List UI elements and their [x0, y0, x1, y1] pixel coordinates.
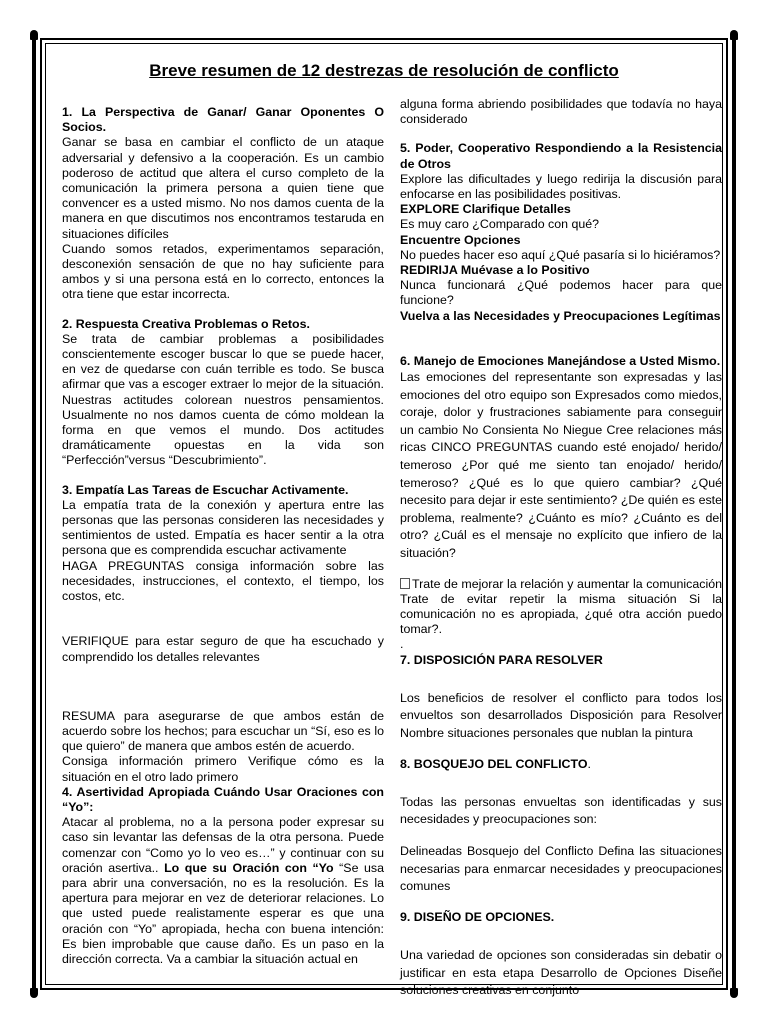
continued-text: alguna forma abriendo posibilidades que todavía no haya considerado [400, 97, 722, 127]
frame-post-left [30, 30, 38, 998]
right-column [400, 97, 722, 1000]
section-8-heading-dot: . [587, 756, 591, 771]
section-7-paragraph-1: Los beneficios de resolver el conflicto para todos los envueltos son desarrollados Disposición para Resolver Nombre situaciones personales que nublan la pintura [400, 690, 722, 740]
section-5-heading: 5. Poder, Cooperativo Respondiendo a la Resistencia de Otros [400, 141, 722, 171]
page-title: Breve resumen de 12 destrezas de resolución de conflicto [149, 61, 619, 80]
section-2-heading: 2. Respuesta Creativa Problemas o Retos. [62, 316, 310, 331]
section-5-paragraph-1: Explore las dificultades y luego redirija la discusión para enfocarse en las posibilidades positivas. [400, 171, 722, 202]
section-5-explore: EXPLORE Clarifique Detalles [400, 202, 571, 217]
section-1-paragraph-2: Cuando somos retados, experimentamos separación, desconexión sensación de que no hay suficiente para ambos y si una persona está en lo correcto, entonces la otra tiene que estar incorrecta. [62, 241, 384, 302]
section-5-redirija: REDIRIJA Muévase a lo Positivo [400, 263, 590, 278]
section-3-paragraph-5: Consiga información primero Verifique cómo es la situación en el otro lado primero [62, 754, 384, 784]
section-3-paragraph-4: RESUMA para asegurarse de que ambos están de acuerdo sobre los hechos; para escuchar un “Sí, eso es lo que quiero” de manera que ambos estén de acuerdo. [62, 708, 384, 754]
section-4-text-c: “Se usa para abrir una conversación, no es la resolución. Es la apertura para mejorar en vez de deteriorar relaciones. Lo que usted puede realistamente esperar es que una oración con “Yo” apropiada, hecha con buena intención: Es bien improbable que cause daño. Es un paso en la dirección correcta. Va a cambiar la situación actual en [62, 860, 385, 966]
section-2-paragraph-1: Se trata de cambiar problemas a posibilidades conscientemente escoger buscar lo que se puede hacer, en vez de quedarse con cuán terrible es todo. Se busca afirmar que vas a escoger extraer lo mejor de la situación. Nuestras actitudes colorean nuestros pensamientos. Usualmente no nos damos cuenta de cómo moldean la forma en que vemos el mundo. Dos actitudes dramáticamente opuestas en la vida son “Perfección”versus “Descubrimiento”. [62, 331, 384, 468]
frame-post-right [730, 30, 738, 998]
separator-dot: . [400, 637, 404, 652]
section-9-heading: 9. DISEÑO DE OPCIONES. [400, 909, 555, 924]
left-column [62, 97, 384, 967]
section-3-paragraph-1: La empatía trata de la conexión y apertura entre las personas que las personas consideren las necesidades y sentimientos de usted. Empatía es hacer sentir a la otra persona que es comprendida escuchar activamente [62, 497, 384, 558]
section-8-heading-line [400, 757, 722, 772]
section-6-paragraph-2-text: Trate de mejorar la relación y aumentar la comunicación Trate de evitar repetir la misma situación Si la comunicación no es apropiada, ¿qué otra acción puedo tomar?. [400, 576, 722, 637]
section-6-paragraph-1: Las emociones del representante son expresadas y las emociones del otro equipo son Expresados como miedos, coraje, dolor y frustraciones sabiamente para conseguir un cambio No Consienta No Niegue Cree relaciones más ricas CINCO PREGUNTAS cuando esté enojado/ herido/ temeroso ¿Por qué me siento tan enojado/ herido/ temeroso? ¿Qué es lo que quiero cambiar? ¿Qué necesito para dejar ir este sentimiento? ¿De quién es este problema, realmente? ¿Cuánto es mío? ¿Cuánto es del otro? ¿Cuál es el mensaje no explícito que infiero de la situación? [400, 370, 722, 560]
section-3-paragraph-2: HAGA PREGUNTAS consiga información sobre las necesidades, instrucciones, el contexto, el tiempo, los costos, etc. [62, 558, 384, 604]
section-6-heading: 6. Manejo de Emociones Manejándose a Usted Mismo. [400, 353, 721, 368]
section-5-encuentre-example: No puedes hacer eso aquí ¿Qué pasaría si lo hiciéramos? [400, 247, 721, 262]
section-3-paragraph-3: VERIFIQUE para estar seguro de que ha escuchado y comprendido los detalles relevantes [62, 634, 384, 664]
section-7-heading: 7. DISPOSICIÓN PARA RESOLVER [400, 652, 603, 667]
checkbox-glyph-icon [400, 578, 410, 589]
section-6-paragraph-2 [400, 577, 722, 638]
section-5-encuentre: Encuentre Opciones [400, 232, 521, 247]
section-4-heading: 4. Asertividad Apropiada Cuándo Usar Oraciones con “Yo”: [62, 784, 384, 814]
section-5-vuelva: Vuelva a las Necesidades y Preocupaciones Legítimas [400, 308, 721, 323]
section-4-text-bold: Lo que su Oración con “Yo [164, 860, 334, 875]
section-5-explore-example: Es muy caro ¿Comparado con qué? [400, 217, 600, 232]
section-4-paragraph-1 [62, 815, 384, 967]
section-5-redirija-example: Nunca funcionará ¿Qué podemos hacer para que funcione? [400, 278, 722, 308]
section-3-heading: 3. Empatía Las Tareas de Escuchar Activamente. [62, 482, 349, 497]
section-8-paragraph-1: Todas las personas envueltas son identificadas y sus necesidades y preocupaciones son: [400, 794, 722, 827]
section-9-paragraph-1: Una variedad de opciones son consideradas sin debatir o justificar en esta etapa Desarrollo de Opciones Diseñe soluciones creativas en conjunto [400, 947, 722, 998]
section-1-paragraph-1: Ganar se basa en cambiar el conflicto de un ataque adversarial y defensivo a la cooperación. Es un cambio poderoso de actitud que altera el curso completo de la comunicación la primera persona a quien tiene que convencer es a usted mismo. No nos damos cuenta de la manera en que discutimos nos encontramos testaruda en situaciones difíciles [62, 135, 384, 241]
section-8-heading: 8. BOSQUEJO DEL CONFLICTO [400, 756, 588, 771]
section-8-paragraph-2: Delineadas Bosquejo del Conflicto Defina las situaciones necesarias para enmarcar necesidades y preocupaciones comunes [400, 843, 722, 894]
section-4-text-a: Atacar al problema, no a la persona poder expresar su caso sin levantar las defensas de la otra persona. Puede comenzar con “Como yo lo veo es…” y continuar con su oración asertiva.. [62, 815, 384, 875]
section-1-heading: 1. La Perspectiva de Ganar/ Ganar Oponentes O Socios. [62, 105, 384, 135]
